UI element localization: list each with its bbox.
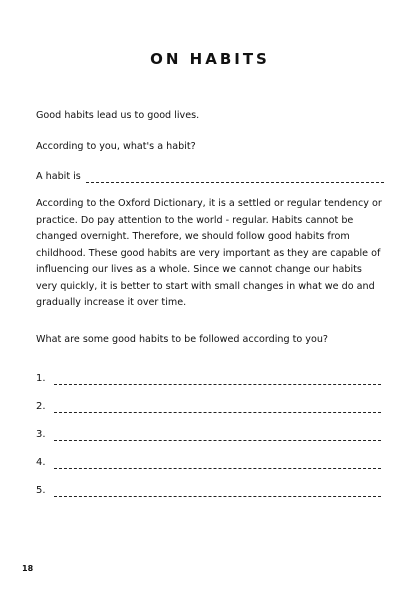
answer-blank[interactable]	[54, 458, 381, 469]
answer-blank[interactable]	[54, 374, 381, 385]
answer-number: 3.	[36, 429, 46, 440]
answer-number: 2.	[36, 401, 46, 412]
habit-definition-row	[36, 171, 384, 183]
page-number: 18	[22, 564, 34, 573]
definition-paragraph: According to the Oxford Dictionary, it is a settled or regular tendency or practice. Do pay attention to the world - regular. Habits cannot be changed overnight. Therefore, we should follow good habits from childhood. These good habits are very important as they are capable of influencing our lives as a whole. Since we cannot change our habits very quickly, it is better to start with small changes in what we do and gradually increase it over time.	[36, 198, 382, 308]
answer-row	[36, 399, 381, 413]
answer-number: 4.	[36, 457, 46, 468]
habit-definition-blank[interactable]	[86, 174, 384, 183]
page-title: ON HABITS	[150, 50, 270, 68]
answer-row	[36, 371, 381, 385]
answer-row	[36, 483, 381, 497]
answer-row	[36, 455, 381, 469]
habit-prompt-label: A habit is	[36, 171, 81, 182]
answer-blank[interactable]	[54, 430, 381, 441]
question-what-is-habit: According to you, what's a habit?	[36, 141, 196, 152]
intro-text: Good habits lead us to good lives.	[36, 110, 200, 121]
answer-blank[interactable]	[54, 486, 381, 497]
question-good-habits: What are some good habits to be followed according to you?	[36, 334, 328, 345]
answer-number: 1.	[36, 373, 46, 384]
answer-number: 5.	[36, 485, 46, 496]
answer-blank[interactable]	[54, 402, 381, 413]
answer-row	[36, 427, 381, 441]
